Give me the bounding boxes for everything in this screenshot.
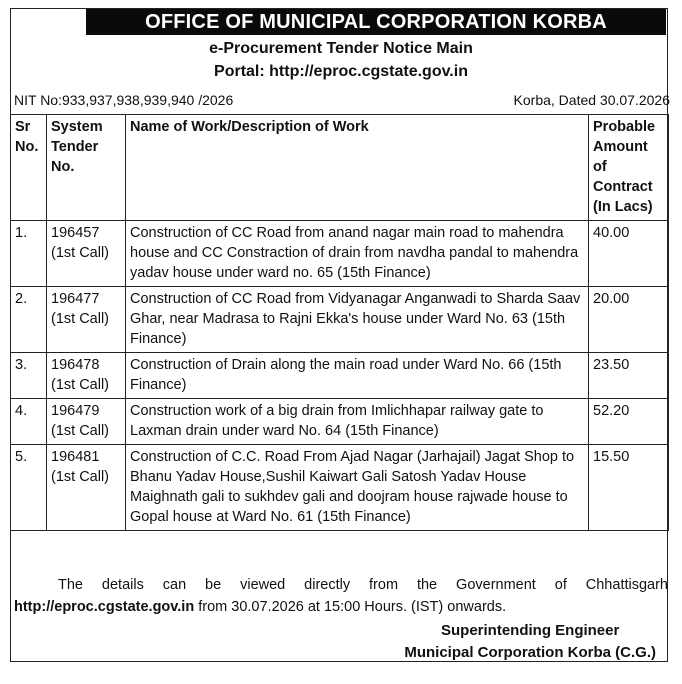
tender-number: 196481 bbox=[51, 449, 100, 465]
signatory-org: Municipal Corporation Korba (C.G.) bbox=[404, 644, 656, 661]
header-tender-no: System Tender No. bbox=[47, 115, 126, 221]
header-work: Name of Work/Description of Work bbox=[126, 115, 589, 221]
row-work: Construction of CC Road from Vidyanagar Anganwadi to Sharda Saav Ghar, near Madrasa to Rajni Ekka's house under Ward No. 63 (15th Finance) bbox=[126, 287, 589, 353]
row-sr: 2. bbox=[11, 287, 47, 353]
call-label: (1st Call) bbox=[51, 245, 110, 261]
tender-table bbox=[10, 114, 669, 531]
row-amount: 20.00 bbox=[589, 287, 669, 353]
signatory-title: Superintending Engineer bbox=[440, 622, 620, 639]
header-sr-no: Sr No. bbox=[11, 115, 47, 221]
portal-link[interactable]: http://eproc.cgstate.gov.in bbox=[14, 599, 195, 615]
call-label: (1st Call) bbox=[51, 423, 110, 439]
row-tender-no bbox=[47, 445, 126, 531]
row-tender-no bbox=[47, 399, 126, 445]
call-label: (1st Call) bbox=[51, 469, 110, 485]
office-banner: OFFICE OF MUNICIPAL CORPORATION KORBA bbox=[86, 9, 666, 35]
details-line-2 bbox=[14, 596, 668, 618]
row-sr: 3. bbox=[11, 353, 47, 399]
signature-block bbox=[404, 620, 656, 664]
portal-line: Portal: http://eproc.cgstate.gov.in bbox=[214, 63, 468, 80]
call-label: (1st Call) bbox=[51, 311, 110, 327]
call-label: (1st Call) bbox=[51, 377, 110, 393]
row-tender-no bbox=[47, 287, 126, 353]
row-work: Construction of Drain along the main road under Ward No. 66 (15th Finance) bbox=[126, 353, 589, 399]
row-sr: 5. bbox=[11, 445, 47, 531]
row-sr: 1. bbox=[11, 221, 47, 287]
table-row bbox=[11, 445, 669, 531]
table-header-row bbox=[11, 115, 669, 221]
row-amount: 15.50 bbox=[589, 445, 669, 531]
row-sr: 4. bbox=[11, 399, 47, 445]
row-tender-no bbox=[47, 221, 126, 287]
tender-number: 196457 bbox=[51, 225, 100, 241]
table-row bbox=[11, 287, 669, 353]
row-tender-no bbox=[47, 353, 126, 399]
table-row bbox=[11, 399, 669, 445]
row-work: Construction of CC Road from anand nagar main road to mahendra house and CC Constraction of drain from navdha pandal to mahendra yadav house under ward no. 65 (15th Finance) bbox=[126, 221, 589, 287]
footer-note bbox=[14, 574, 668, 618]
tender-number: 196478 bbox=[51, 357, 100, 373]
notice-subtitle: e-Procurement Tender Notice Main bbox=[209, 40, 473, 57]
row-amount: 23.50 bbox=[589, 353, 669, 399]
row-work: Construction work of a big drain from Imlichhapar railway gate to Laxman drain under ward No. 64 (15th Finance) bbox=[126, 399, 589, 445]
nit-date: Korba, Dated 30.07.2026 bbox=[513, 92, 670, 108]
tender-number: 196477 bbox=[51, 291, 100, 307]
nit-number: NIT No:933,937,938,939,940 /2026 bbox=[14, 92, 234, 108]
header-amount: Probable Amount of Contract (In Lacs) bbox=[589, 115, 669, 221]
row-work: Construction of C.C. Road From Ajad Nagar (Jarhajail) Jagat Shop to Bhanu Yadav House,Sushil Kaiwart Gali Satosh Yadav House Maighnath gali to sukhdev gali and doojram house rajwade house to Gopal house at Ward No. 61 (15th Finance) bbox=[126, 445, 589, 531]
details-text: The details can be viewed directly from the Government of Chhattisgarh bbox=[58, 577, 668, 593]
details-rest: from 30.07.2026 at 15:00 Hours. (IST) onwards. bbox=[194, 599, 507, 615]
tender-number: 196479 bbox=[51, 403, 100, 419]
row-amount: 52.20 bbox=[589, 399, 669, 445]
row-amount: 40.00 bbox=[589, 221, 669, 287]
table-row bbox=[11, 221, 669, 287]
table-row bbox=[11, 353, 669, 399]
